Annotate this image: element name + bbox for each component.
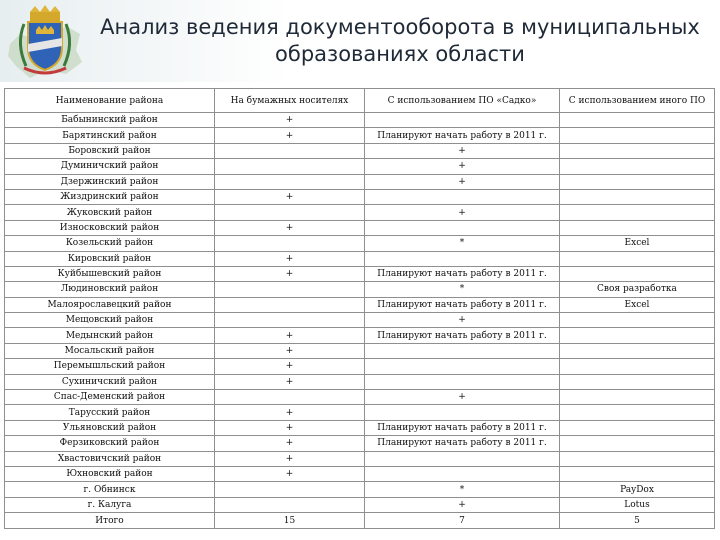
cell-paper: [215, 390, 365, 405]
cell-district: Барятинский район: [5, 128, 215, 143]
cell-paper: +: [215, 266, 365, 281]
cell-other-software: [560, 420, 715, 435]
table-row: [5, 497, 715, 512]
cell-paper: +: [215, 451, 365, 466]
table-row: [5, 159, 715, 174]
column-header-district: Наименование района: [5, 89, 215, 113]
cell-sadko: +: [365, 497, 560, 512]
table-row: [5, 374, 715, 389]
cell-district: г. Калуга: [5, 497, 215, 512]
cell-district: Думиничский район: [5, 159, 215, 174]
cell-paper: +: [215, 128, 365, 143]
cell-sadko: +: [365, 143, 560, 158]
cell-other-software: [560, 313, 715, 328]
table-row: [5, 236, 715, 251]
slide-title: [100, 14, 700, 68]
cell-other-software: [560, 266, 715, 281]
cell-sadko: Планируют начать работу в 2011 г.: [365, 420, 560, 435]
cell-district: Кировский район: [5, 251, 215, 266]
table-row: [5, 451, 715, 466]
cell-district: Спас-Деменский район: [5, 390, 215, 405]
cell-district: Малоярославецкий район: [5, 297, 215, 312]
cell-sadko: Планируют начать работу в 2011 г.: [365, 128, 560, 143]
cell-sadko: [365, 220, 560, 235]
total-cell-district: Итого: [5, 513, 215, 529]
cell-other-software: PayDox: [560, 482, 715, 497]
cell-district: Жуковский район: [5, 205, 215, 220]
table-row: [5, 343, 715, 358]
cell-paper: +: [215, 374, 365, 389]
table-row: [5, 174, 715, 189]
cell-other-software: [560, 113, 715, 128]
cell-paper: +: [215, 343, 365, 358]
cell-district: Куйбышевский район: [5, 266, 215, 281]
cell-paper: [215, 282, 365, 297]
cell-sadko: Планируют начать работу в 2011 г.: [365, 266, 560, 281]
cell-other-software: [560, 251, 715, 266]
cell-sadko: +: [365, 159, 560, 174]
cell-district: Козельский район: [5, 236, 215, 251]
table-row: [5, 205, 715, 220]
cell-paper: +: [215, 405, 365, 420]
cell-paper: +: [215, 220, 365, 235]
table-row: [5, 482, 715, 497]
cell-district: Дзержинский район: [5, 174, 215, 189]
cell-district: Медынский район: [5, 328, 215, 343]
cell-district: Ульяновский район: [5, 420, 215, 435]
cell-district: Людиновский район: [5, 282, 215, 297]
cell-sadko: [365, 405, 560, 420]
total-cell-other-software: 5: [560, 513, 715, 529]
cell-paper: [215, 159, 365, 174]
table-row: [5, 266, 715, 281]
cell-other-software: [560, 205, 715, 220]
cell-paper: [215, 236, 365, 251]
cell-sadko: +: [365, 390, 560, 405]
cell-other-software: [560, 159, 715, 174]
cell-other-software: [560, 451, 715, 466]
title-line-1: Анализ ведения документооборота в муниципальных: [100, 15, 700, 39]
table-row: [5, 297, 715, 312]
table-row: [5, 128, 715, 143]
cell-sadko: [365, 374, 560, 389]
cell-district: Износковский район: [5, 220, 215, 235]
cell-sadko: Планируют начать работу в 2011 г.: [365, 328, 560, 343]
table-total-row: [5, 513, 715, 529]
column-header-sadko: С использованием ПО «Садко»: [365, 89, 560, 113]
cell-district: Сухиничский район: [5, 374, 215, 389]
cell-other-software: [560, 220, 715, 235]
cell-other-software: [560, 374, 715, 389]
cell-paper: +: [215, 189, 365, 204]
cell-sadko: [365, 466, 560, 481]
column-header-paper: На бумажных носителях: [215, 89, 365, 113]
cell-district: Мещовский район: [5, 313, 215, 328]
cell-sadko: +: [365, 313, 560, 328]
cell-other-software: Excel: [560, 297, 715, 312]
table-row: [5, 466, 715, 481]
cell-paper: +: [215, 328, 365, 343]
table-row: [5, 282, 715, 297]
cell-sadko: Планируют начать работу в 2011 г.: [365, 297, 560, 312]
document-flow-table: [4, 88, 715, 529]
cell-paper: +: [215, 113, 365, 128]
cell-sadko: [365, 251, 560, 266]
cell-paper: +: [215, 251, 365, 266]
cell-other-software: [560, 390, 715, 405]
cell-paper: +: [215, 436, 365, 451]
cell-other-software: [560, 128, 715, 143]
table-header-row: [5, 89, 715, 113]
cell-paper: [215, 497, 365, 512]
total-cell-paper: 15: [215, 513, 365, 529]
cell-district: Хвастовичский район: [5, 451, 215, 466]
cell-paper: +: [215, 420, 365, 435]
cell-paper: [215, 482, 365, 497]
cell-district: Жиздринский район: [5, 189, 215, 204]
cell-sadko: +: [365, 205, 560, 220]
table-row: [5, 189, 715, 204]
cell-sadko: [365, 343, 560, 358]
cell-sadko: [365, 113, 560, 128]
cell-other-software: [560, 143, 715, 158]
cell-paper: [215, 313, 365, 328]
cell-other-software: [560, 359, 715, 374]
cell-sadko: *: [365, 282, 560, 297]
cell-other-software: [560, 174, 715, 189]
cell-sadko: [365, 189, 560, 204]
kaluga-coat-of-arms-icon: [6, 4, 84, 82]
cell-other-software: Lotus: [560, 497, 715, 512]
total-cell-sadko: 7: [365, 513, 560, 529]
table-row: [5, 420, 715, 435]
cell-sadko: +: [365, 174, 560, 189]
cell-other-software: [560, 466, 715, 481]
cell-district: Юхновский район: [5, 466, 215, 481]
table-row: [5, 113, 715, 128]
title-line-2: образованиях области: [275, 42, 525, 66]
cell-paper: +: [215, 466, 365, 481]
cell-paper: [215, 205, 365, 220]
cell-paper: +: [215, 359, 365, 374]
cell-other-software: [560, 189, 715, 204]
cell-paper: [215, 297, 365, 312]
cell-sadko: *: [365, 482, 560, 497]
cell-other-software: [560, 328, 715, 343]
cell-sadko: Планируют начать работу в 2011 г.: [365, 436, 560, 451]
cell-sadko: *: [365, 236, 560, 251]
cell-district: Боровский район: [5, 143, 215, 158]
table-row: [5, 313, 715, 328]
cell-district: Бабынинский район: [5, 113, 215, 128]
cell-other-software: [560, 343, 715, 358]
table-row: [5, 405, 715, 420]
table-row: [5, 220, 715, 235]
slide-header: [0, 0, 720, 88]
cell-other-software: Своя разработка: [560, 282, 715, 297]
cell-other-software: Excel: [560, 236, 715, 251]
table-row: [5, 143, 715, 158]
cell-paper: [215, 143, 365, 158]
table-row: [5, 436, 715, 451]
cell-district: Тарусский район: [5, 405, 215, 420]
cell-other-software: [560, 436, 715, 451]
cell-district: Мосальский район: [5, 343, 215, 358]
table-row: [5, 328, 715, 343]
column-header-other-software: С использованием иного ПО: [560, 89, 715, 113]
cell-other-software: [560, 405, 715, 420]
cell-district: г. Обнинск: [5, 482, 215, 497]
cell-paper: [215, 174, 365, 189]
table-row: [5, 251, 715, 266]
cell-sadko: [365, 359, 560, 374]
cell-district: Ферзиковский район: [5, 436, 215, 451]
table-row: [5, 390, 715, 405]
table-body: [5, 113, 715, 529]
cell-sadko: [365, 451, 560, 466]
cell-district: Перемышльский район: [5, 359, 215, 374]
table-row: [5, 359, 715, 374]
